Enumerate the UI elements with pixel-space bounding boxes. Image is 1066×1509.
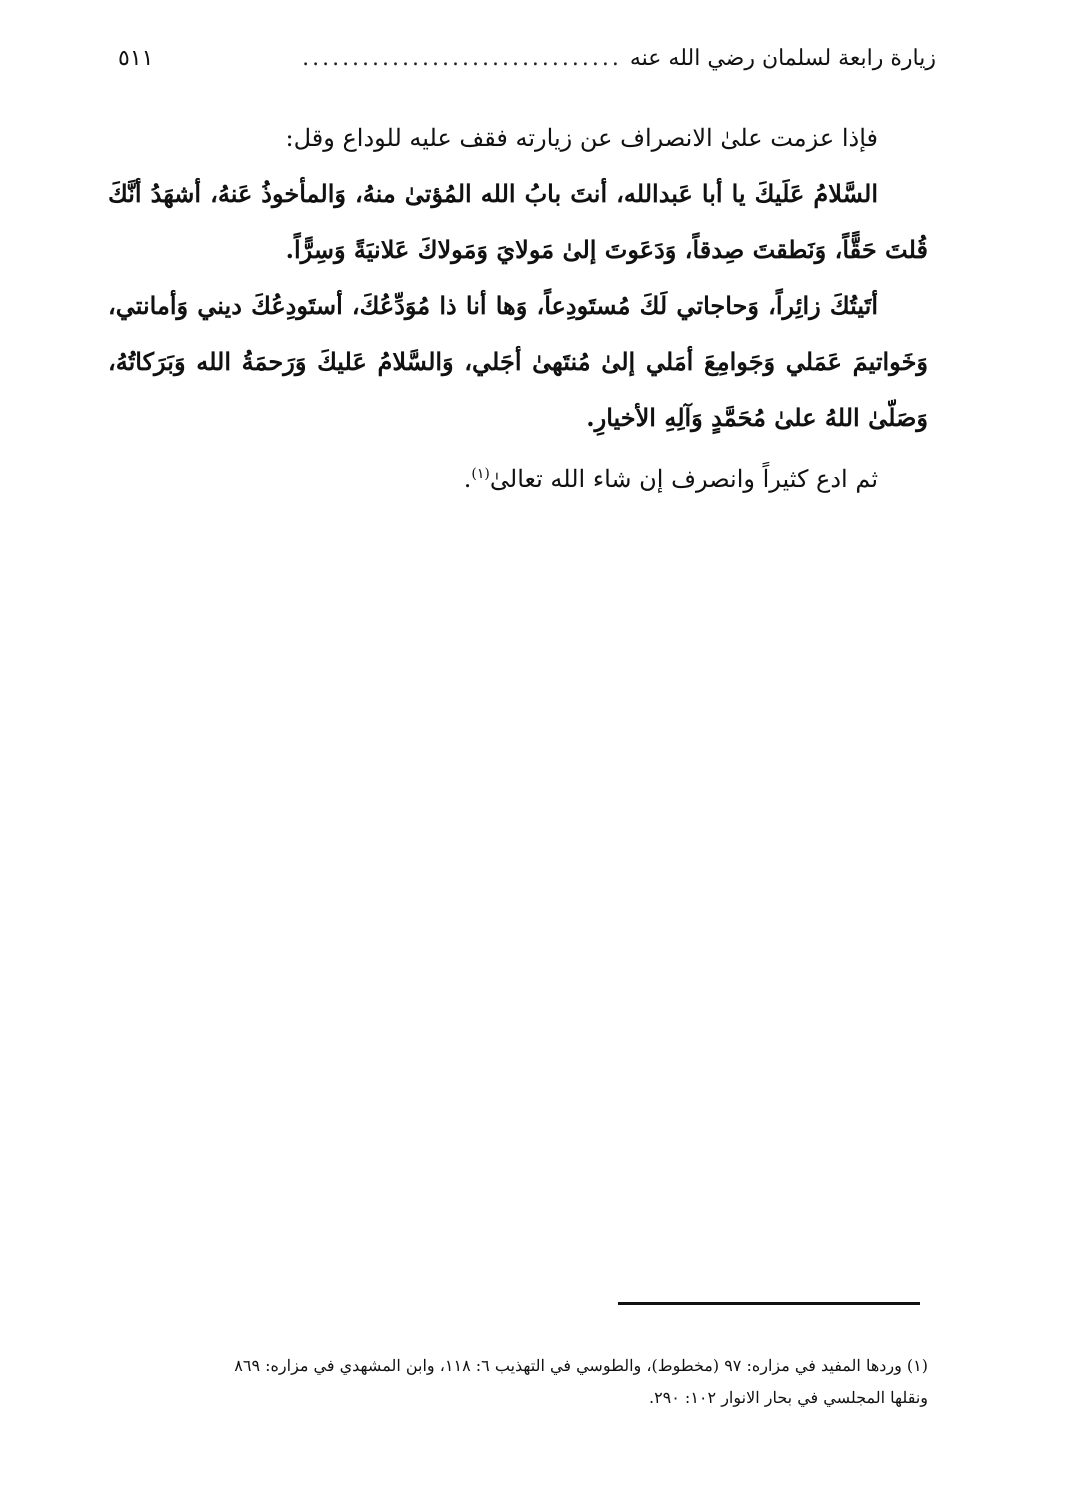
closing-instruction-text: ثم ادع كثيراً وانصرف إن شاء الله تعالىٰ	[489, 465, 878, 493]
salutation-paragraph: السَّلامُ عَلَيكَ يا أبا عَبدالله، أنتَ بابُ الله المُؤتىٰ منهُ، وَالمأخوذُ عَنهُ، أشهَدُ أنَّكَ قُلتَ حَقًّاً، وَنَطقتَ صِدقاً، وَدَعَوتَ إلىٰ مَولايَ وَمَولاكَ عَلانيَةً وَسِرًّاً.	[108, 179, 928, 264]
footnote-reference: (١)	[471, 466, 490, 482]
page-header	[118, 46, 936, 86]
farewell-paragraph: أتَيتُكَ زائِراً، وَحاجاتي لَكَ مُستَودِعاً، وَها أنا ذا مُوَدِّعُكَ، أستَودِعُكَ ديني وَأمانتي، وَخَواتيمَ عَمَلي وَجَوامِعَ أمَلي إلىٰ مُنتَهىٰ أجَلي، وَالسَّلامُ عَليكَ وَرَحمَةُ الله وَبَرَكاتُهُ، وَصَلّىٰ اللهُ علىٰ مُحَمَّدٍ وَآلِهِ الأخيارِ.	[108, 291, 928, 432]
footnote-divider	[618, 1302, 920, 1305]
body-text	[108, 110, 928, 507]
instruction-paragraph: فإذا عزمت علىٰ الانصراف عن زيارته فقف عليه للوداع وقل:	[285, 124, 878, 152]
footnote-line-1: (١) وردها المفيد في مزاره: ٩٧ (مخطوط)، والطوسي في التهذيب ٦: ١١٨، وابن المشهدي في مزاره: ٨٦٩	[234, 1356, 928, 1375]
footnote-line-2: ونقلها المجلسي في بحار الانوار ١٠٢: ٢٩٠.	[648, 1388, 928, 1407]
leader-dots: ................................	[302, 46, 622, 71]
footnote	[108, 1350, 928, 1414]
running-title: زيارة رابعة لسلمان رضي الله عنه	[629, 46, 936, 71]
closing-instruction: ثم ادع كثيراً وانصرف إن شاء الله تعالىٰ$^{(١)}$.	[463, 465, 878, 493]
page-number: ٥١١	[118, 46, 154, 71]
